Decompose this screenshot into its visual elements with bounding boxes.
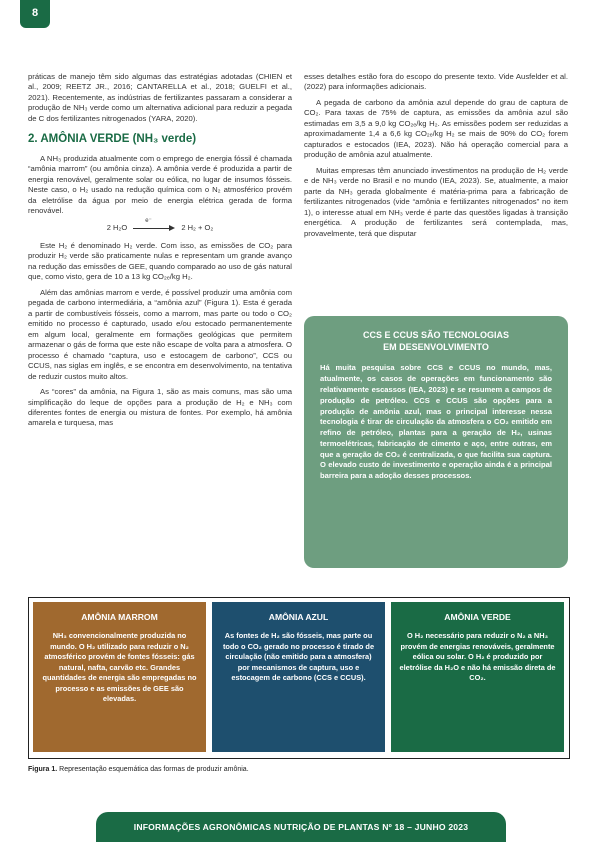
left-paragraph-4: Além das amônias marrom e verde, é possível produzir uma amônia com pegada de carbono intermediária, a “amônia azul” (Figura 1). Esta é gerada a partir de combustíveis fósseis, como a marrom, mas parte ou todo o CO₂ emitido no processo é capturado, usado e/ou estocado permanentemente em algum local, geralmente em formações geológicas que permitem armazenar o gás de forma que este não escape de volta para a atmosfera. O processo é chamado “captura, uso e estocagem de carbono”, CCS ou CCUS, nas siglas em inglês, e se encontra em desenvolvimento, na tentativa de reduzir custos muito altos. [28, 287, 292, 381]
left-paragraph-1: práticas de manejo têm sido algumas das estratégias adotadas (CHIEN et al., 2009; REETZ JR., 2016; CANTARELLA et al., 2018; GUELFI et al., 2021). Recentemente, as indústrias de fertilizantes passaram a considerar a produção de NH₃ verde como um alternativa adicional para reduzir a pegada de C dos fertilizantes nitrogenados (YARA, 2020). [28, 72, 292, 123]
section-heading: 2. AMÔNIA VERDE (NH₃ verde) [28, 133, 197, 146]
page-number: 8 [31, 7, 39, 19]
right-column [304, 72, 568, 244]
equation-products: 2 H₂ + O₂ [181, 222, 214, 232]
electrolysis-equation [28, 217, 292, 233]
caption-label: Figura 1. [28, 766, 58, 773]
ccs-box-title [320, 330, 552, 353]
page-number-tab [20, 0, 50, 28]
figure-caption [28, 766, 249, 773]
card-title: AMÔNIA MARROM [81, 612, 158, 622]
card-body: NH₃ convencionalmente produzida no mundo. O H₂ utilizado para reduzir o N₂ atmosférico provém de fontes fósseis: gás natural, nafta, carvão etc. Grandes quantidades de energia são empregadas no processo e as emissões de GEE são elevadas. [42, 631, 197, 704]
card-title: AMÔNIA VERDE [444, 612, 511, 622]
figure-1-panel [28, 597, 570, 759]
right-paragraph-3: Muitas empresas têm anunciado investimentos na produção de H₂ verde e de NH₃ verde no Brasil e no mundo (IEA, 2023). Se, atualmente, a maior parte da NH₃ gerada globalmente é matéria-prima para a fabricação de fertilizantes nitrogenados (vide “amônia e fertilizantes nitrogenados” no item 1), o interesse atual em NH₃ verde é parte das questões ligadas à transição energética. A produção de fertilizantes será contemplada, mas, provavelmente, terá que disputar [304, 165, 568, 238]
journal-footer: INFORMAÇÕES AGRONÔMICAS NUTRIÇÃO DE PLANTAS Nº 18 – JUNHO 2023 [96, 812, 506, 842]
left-column [28, 72, 292, 434]
left-paragraph-3: Este H₂ é denominado H₂ verde. Com isso, as emissões de CO₂ para produzir H₂ verde são praticamente nulas e representam um grande avanço na redução das emissões de GEE, quando comparado ao uso de gás natural que, como visto, gera de 10 a 13 kg CO₂ₑ/kg H₂. [28, 240, 292, 282]
ccs-title-line-2: EM DESENVOLVIMENTO [383, 341, 489, 352]
caption-text: Representação esquemática das formas de produzir amônia. [59, 766, 249, 773]
left-paragraph-5: As “cores” da amônia, na Figura 1, são as mais comuns, mas são uma simplificação do leque de opções para a produção de H₂ e NH₃ com diferentes fontes de energia ou mistura de fontes. Por exemplo, há amônia amarela e turquesa, mas [28, 387, 292, 428]
equation-reactant: 2 H₂O [106, 222, 128, 232]
ccs-box-body: Há muita pesquisa sobre CCS e CCUS no mundo, mas, atualmente, os casos de operações em funcionamento são relativamente escassos (IEA, 2023) e se resumem a campos de produção de petróleo. CCS e CCUS são opções para a produção de amônia azul, mas o principal interesse nessa tecnologia é tirar de circulação da atmosfera o CO₂ emitido em refino de petróleo, plantas para a geração de H₂, usinas termoelétricas, fabricação de cimento e aço, entre outras, em que a geração de CO₂ é centralizada, o que facilita sua captura. O elevado custo de investimento e operação ainda é a principal barreira para a adoção desses processos. [320, 363, 552, 481]
card-body: As fontes de H₂ são fósseis, mas parte ou todo o CO₂ gerado no processo é tirado de circulação (não emitido para a atmosfera) por mecanismos de captura, uso e estocagem de carbono (CCS e CCUS). [222, 631, 375, 683]
card-amonia-verde [391, 602, 564, 752]
right-paragraph-1: esses detalhes estão fora do escopo do presente texto. Vide Ausfelder et al. (2022) para informações adicionais. [304, 72, 568, 92]
card-amonia-marrom [33, 602, 206, 752]
card-body: O H₂ necessário para reduzir o N₂ a NH₃ provém de energias renováveis, geralmente eólica ou solar. O H₂ é produzido por eletrólise da H₂O e não há emissão direta de CO₂. [399, 631, 556, 683]
arrow-label: e⁻ [145, 217, 152, 224]
card-amonia-azul [212, 602, 385, 752]
left-paragraph-2: A NH₃ produzida atualmente com o emprego de energia fóssil é chamada “amônia marrom” (ou amônia cinza). A amônia verde é produzida a partir de energia renovável, geralmente solar ou eólica, no lugar de insumos fósseis. Neste caso, o H₂ usado na redução química com o N₂ atmosférico provém da eletrólise da água por meio de energia elétrica gerada de forma renovável. [28, 153, 292, 216]
card-title: AMÔNIA AZUL [268, 612, 329, 622]
ccs-title-line-1: CCS E CCUS SÃO TECNOLOGIAS [362, 330, 509, 340]
ccs-info-box [304, 316, 568, 568]
reaction-arrow-icon [133, 217, 175, 232]
right-paragraph-2: A pegada de carbono da amônia azul depende do grau de captura de CO₂. Para taxas de 75% de captura, as emissões da amônia azul são estimadas em 3,5 a 9,0 kg CO₂ₑ/kg H₂. As emissões podem ser reduzidas a aproximadamente 1,4 a 6,6 kg CO₂ₑ/kg H₂ se mais de 90% do CO₂ forem capturados e estocados (IEA, 2023). Não há operação comercial para a produção de amônia azul atualmente. [304, 97, 568, 160]
